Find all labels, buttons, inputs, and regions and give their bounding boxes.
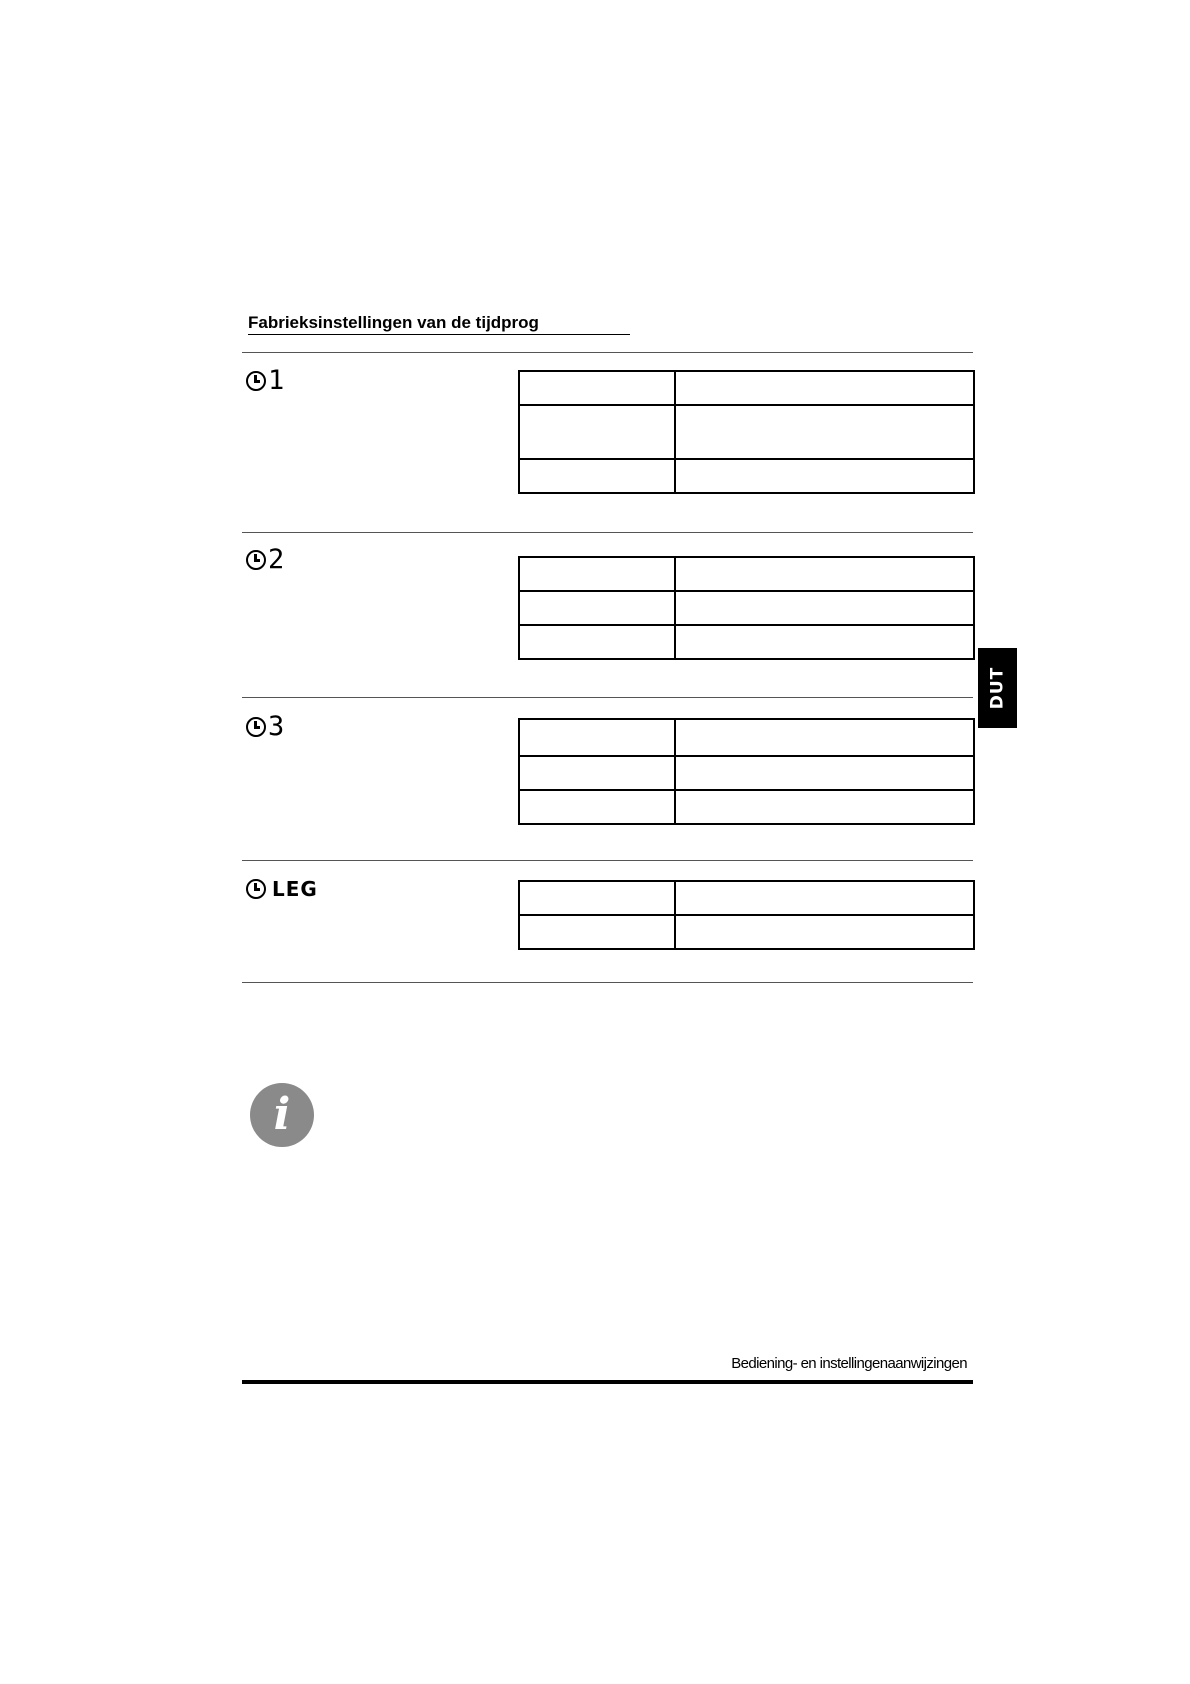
table-cell — [675, 557, 974, 591]
program-3-label: 3 — [268, 711, 285, 742]
table-cell — [519, 371, 675, 405]
program-3-table — [518, 718, 975, 825]
table-row — [519, 915, 974, 949]
table-cell — [519, 790, 675, 824]
program-2-table — [518, 556, 975, 660]
program-2-heading — [246, 545, 284, 575]
table-cell — [675, 881, 974, 915]
table-cell — [675, 790, 974, 824]
table-cell — [519, 557, 675, 591]
clock-icon — [246, 550, 266, 570]
footer-text: Bediening- en instellingenaanwijzingen — [731, 1355, 967, 1372]
table-cell — [519, 459, 675, 493]
table-cell — [675, 625, 974, 659]
table-row — [519, 881, 974, 915]
footer-rule — [242, 1380, 973, 1384]
table-row — [519, 557, 974, 591]
table-cell — [675, 459, 974, 493]
clock-icon — [246, 371, 266, 391]
divider — [242, 860, 973, 861]
program-1-heading — [246, 366, 284, 396]
table-row — [519, 405, 974, 459]
divider — [242, 352, 973, 353]
table-row — [519, 790, 974, 824]
divider — [242, 697, 973, 698]
table-row — [519, 371, 974, 405]
table-cell — [519, 625, 675, 659]
program-leg-heading — [246, 874, 318, 904]
page-title: Fabrieksinstellingen van de tijdprog — [248, 312, 630, 335]
divider — [242, 982, 973, 983]
table-cell — [519, 915, 675, 949]
table-cell — [519, 719, 675, 756]
table-row — [519, 719, 974, 756]
table-cell — [519, 405, 675, 459]
info-icon-glyph: i — [273, 1089, 291, 1140]
program-1-label: 1 — [268, 365, 285, 396]
program-2-label: 2 — [268, 544, 285, 575]
program-3-heading — [246, 712, 284, 742]
table-row — [519, 756, 974, 790]
table-cell — [675, 915, 974, 949]
program-1-table — [518, 370, 975, 494]
clock-icon — [246, 879, 266, 899]
table-cell — [519, 591, 675, 625]
clock-icon — [246, 717, 266, 737]
table-row — [519, 625, 974, 659]
info-icon — [250, 1083, 314, 1147]
language-tab-label: DUT — [987, 666, 1008, 710]
divider — [242, 532, 973, 533]
table-cell — [675, 756, 974, 790]
program-leg-label: LEG — [272, 877, 318, 901]
program-leg-table — [518, 880, 975, 950]
language-tab — [978, 648, 1017, 728]
table-row — [519, 459, 974, 493]
table-cell — [519, 881, 675, 915]
table-cell — [519, 756, 675, 790]
table-cell — [675, 591, 974, 625]
table-cell — [675, 371, 974, 405]
table-cell — [675, 405, 974, 459]
table-row — [519, 591, 974, 625]
table-cell — [675, 719, 974, 756]
